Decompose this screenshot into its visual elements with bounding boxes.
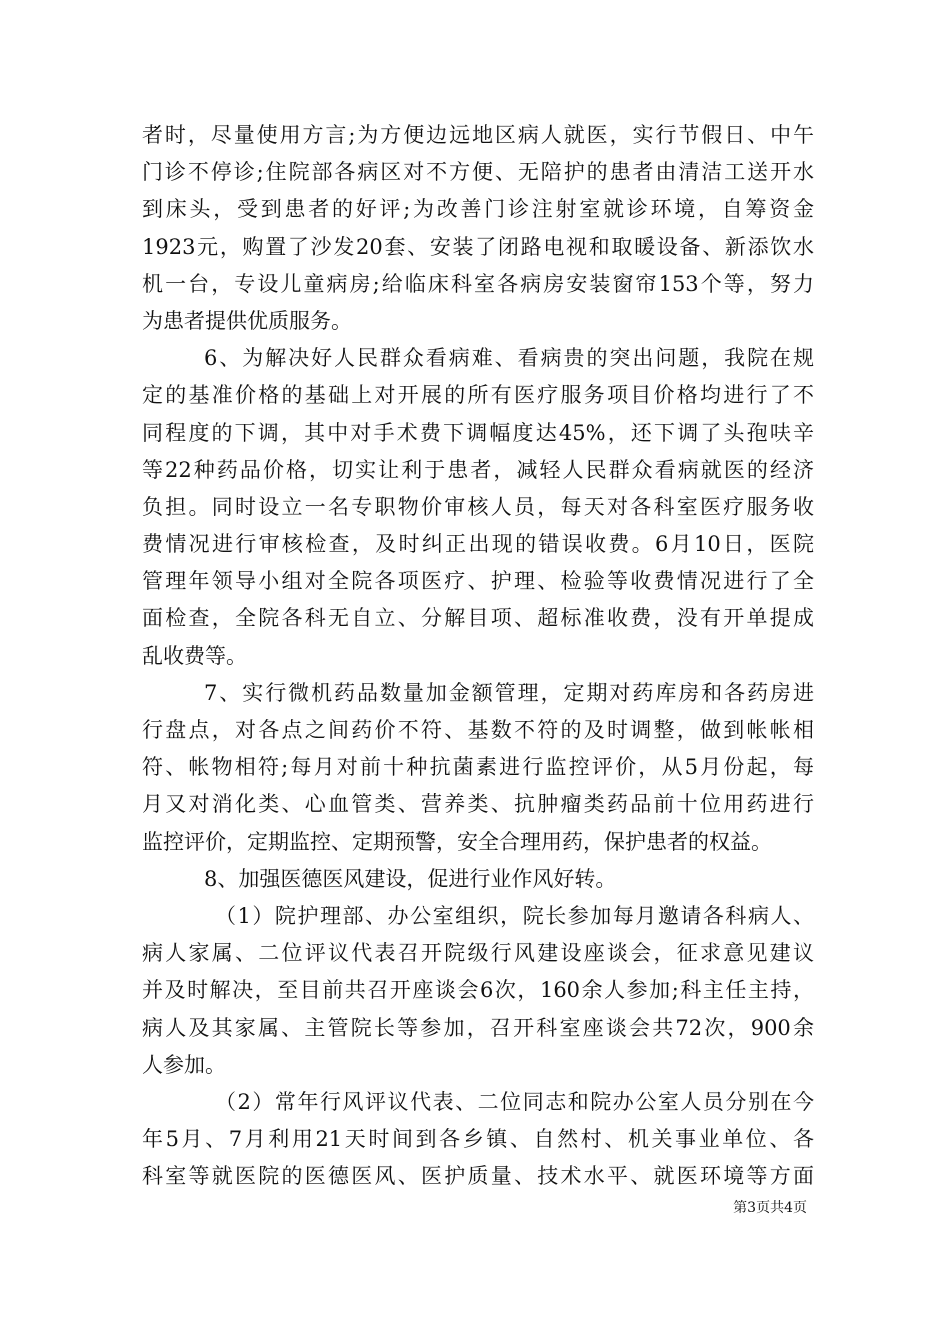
page-number-footer: 第3页共4页 [733,1200,807,1216]
text-line: 监控评价，定期监控、定期预警，安全合理用药，保护患者的权益。 [142,829,772,854]
paragraph-7-start: 7、实行微机药品数量加金额管理，定期对药库房和各药房进 [204,680,814,705]
text-line: 月又对消化类、心血管类、营养类、抗肿瘤类药品前十位用药进行 [142,792,814,817]
text-line: 病人及其家属、主管院长等参加，召开科室座谈会共72次，900余 [142,1015,814,1040]
text-line: 者时，尽量使用方言;为方便边远地区病人就医，实行节假日、中午 [142,123,814,147]
text-line: 机一台，专设儿童病房;给临床科室各病房安装窗帘153个等，努力 [142,271,814,296]
document-body [142,117,814,1195]
text-line: 到床头，受到患者的好评;为改善门诊注射室就诊环境，自筹资金 [142,197,814,222]
text-line: 人参加。 [142,1052,226,1077]
text-line: 门诊不停诊;住院部各病区对不方便、无陪护的患者由清洁工送开水 [142,160,814,185]
text-line: 科室等就医院的医德医风、医护质量、技术水平、就医环境等方面 [142,1164,814,1189]
text-line: 乱收费等。 [142,643,247,668]
text-line: 行盘点，对各点之间药价不符、基数不符的及时调整，做到帐帐相 [142,718,814,742]
text-line: 1923元，购置了沙发20套、安装了闭路电视和取暖设备、新添饮水 [142,234,814,259]
text-line: 等22种药品价格，切实让利于患者，减轻人民群众看病就医的经济 [142,457,814,482]
text-line: 符、帐物相符;每月对前十种抗菌素进行监控评价，从5月份起，每 [142,755,814,780]
text-line: 为患者提供优质服务。 [142,308,352,333]
text-line: 负担。同时设立一名专职物价审核人员，每天对各科室医疗服务收 [142,494,814,519]
text-line: 病人家属、二位评议代表召开院级行风建设座谈会，征求意见建议 [142,941,814,966]
subparagraph-1-start: （1）院护理部、办公室组织，院长参加每月邀请各科病人、 [215,903,814,928]
text-line: 面检查，全院各科无自立、分解目项、超标准收费，没有开单提成 [142,606,814,631]
text-line: 管理年领导小组对全院各项医疗、护理、检验等收费情况进行了全 [142,569,814,594]
text-line: 费情况进行审核检查，及时纠正出现的错误收费。6月10日，医院 [142,532,814,557]
paragraph-8-heading: 8、加强医德医风建设，促进行业作风好转。 [204,866,617,891]
text-line: 并及时解决，至目前共召开座谈会6次，160余人参加;科主任主持， [142,978,814,1003]
paragraph-6-start: 6、为解决好人民群众看病难、看病贵的突出问题，我院在规 [204,346,814,371]
subparagraph-2-start: （2）常年行风评议代表、二位同志和院办公室人员分别在今 [215,1089,814,1114]
text-line: 定的基准价格的基础上对开展的所有医疗服务项目价格均进行了不 [142,383,814,408]
text-line: 年5月、7月利用21天时间到各乡镇、自然村、机关事业单位、各 [142,1127,814,1152]
text-line: 同程度的下调，其中对手术费下调幅度达45%，还下调了头孢呋辛 [142,420,814,445]
